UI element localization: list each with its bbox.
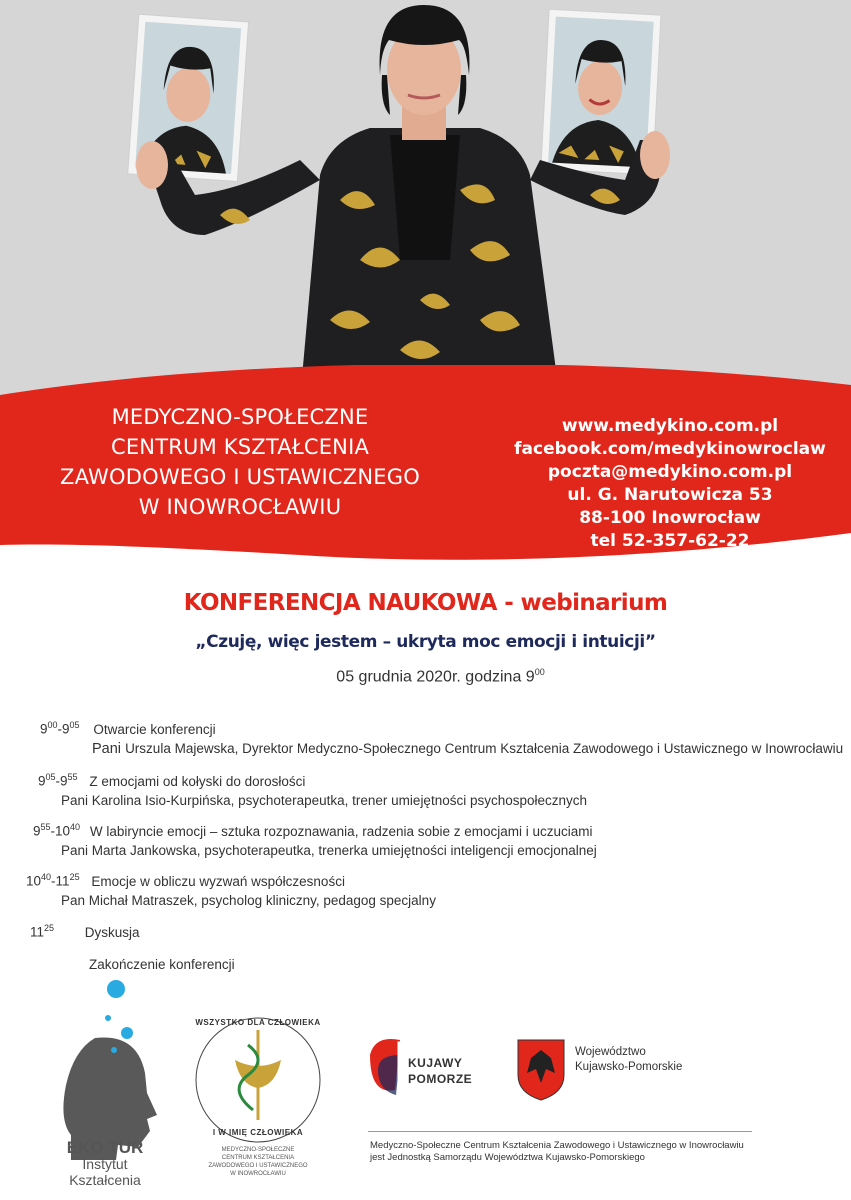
program-topic: Zakończenie konferencji <box>89 957 235 972</box>
program-time: $11^{25}$ <box>30 923 55 940</box>
program-speaker: Pani Marta Jankowska, psychoterapeutka, trenerka umiejętności inteligencji emocjonalnej <box>61 842 597 858</box>
program-item <box>33 822 597 858</box>
conference-title: KONFERENCJA NAUKOWA - webinarium <box>183 590 668 616</box>
seal-caption: MEDYCZNO-SPOŁECZNE CENTRUM KSZTAŁCENIA ZAWODOWEGO I USTAWICZNEGO W INOWROCŁAWIU <box>208 1147 308 1177</box>
wojewodztwo-text: Województwo Kujawsko-Pomorskie <box>575 1046 683 1073</box>
program-time: $9^{00}-9^{05}$ <box>40 720 80 737</box>
program-topic: Emocje w obliczu wyzwań współczesności <box>91 873 345 889</box>
kujawy-pomorze-text: KUJAWY POMORZE <box>408 1056 473 1086</box>
facebook-link[interactable]: facebook.com/medykinowroclaw <box>514 439 826 459</box>
date-text: 05 grudnia 2020r. godzina 9 <box>336 668 535 686</box>
organization-name <box>30 402 450 522</box>
phone-number: tel 52-357-62-22 <box>590 531 750 551</box>
program-item <box>30 923 140 940</box>
program-item <box>89 957 235 972</box>
footer-note <box>370 1140 744 1164</box>
program-speaker: Pan Michał Matraszek, psycholog kliniczny, pedagog specjalny <box>61 892 436 908</box>
woman-holding-photos-image <box>0 0 851 400</box>
footer-line-1: Medyczno-Społeczne Centrum Kształcenia Zawodowego i Ustawicznego w Inowrocławiu <box>370 1140 744 1151</box>
program-item <box>38 772 587 808</box>
ekotur-line3: Kształcenia <box>69 1172 141 1188</box>
footer-line-2: jest Jednostką Samorządu Województwa Kujawsko-Pomorskiego <box>370 1152 645 1163</box>
org-line-3: ZAWODOWEGO I USTAWICZNEGO <box>60 465 420 489</box>
healthcare-seal-logo <box>196 1018 320 1142</box>
program-item <box>40 720 843 757</box>
ekotur-caption <box>40 1140 170 1188</box>
org-line-1: MEDYCZNO-SPOŁECZNE <box>111 405 369 429</box>
conference-date <box>0 667 851 686</box>
footer-divider <box>368 1131 752 1132</box>
program-speaker: Pani Karolina Isio-Kurpińska, psychoterapeutka, trener umiejętności psychospołecznych <box>61 792 588 808</box>
ekotur-logo <box>63 980 157 1160</box>
ekotur-name: EKO TUR <box>66 1138 144 1157</box>
hero-photo <box>0 0 851 400</box>
date-minutes: 00 <box>534 667 545 677</box>
program-time: $9^{55}-10^{40}$ <box>33 822 81 839</box>
program-item <box>26 872 436 908</box>
ekotur-line2: Instytut <box>82 1156 128 1172</box>
program-topic: Z emocjami od kołyski do dorosłości <box>89 773 306 789</box>
email-link[interactable]: poczta@medykino.com.pl <box>547 462 793 482</box>
city-address: 88-100 Inowrocław <box>579 508 761 528</box>
conference-subtitle: „Czuję, więc jestem – ukryta moc emocji i intuicji” <box>195 632 656 652</box>
website-link[interactable]: www.medykino.com.pl <box>561 416 779 436</box>
program-time: $10^{40}-11^{25}$ <box>26 872 80 889</box>
program-speaker: Pani Urszula Majewska, Dyrektor Medyczno-Społecznego Centrum Kształcenia Zawodowego i Ustawicznego w Inowrocławiu <box>92 740 844 757</box>
program-topic: Dyskusja <box>84 924 140 940</box>
coat-of-arms-logo <box>518 1040 564 1100</box>
org-line-4: W INOWROCŁAWIU <box>138 495 342 519</box>
street-address: ul. G. Narutowicza 53 <box>567 485 773 505</box>
org-line-2: CENTRUM KSZTAŁCENIA <box>110 435 370 459</box>
program-topic: W labiryncie emocji – sztuka rozpoznawania, radzenia sobie z emocjami i uczuciami <box>89 823 593 839</box>
program-topic: Otwarcie konferencji <box>93 721 216 737</box>
seal-bottom-text: I W IMIĘ CZŁOWIEKA <box>212 1128 304 1137</box>
seal-top-text: WSZYSTKO DLA CZŁOWIEKA <box>195 1018 321 1027</box>
program-time: $9^{05}-9^{55}$ <box>38 772 78 789</box>
contact-info <box>500 415 840 553</box>
